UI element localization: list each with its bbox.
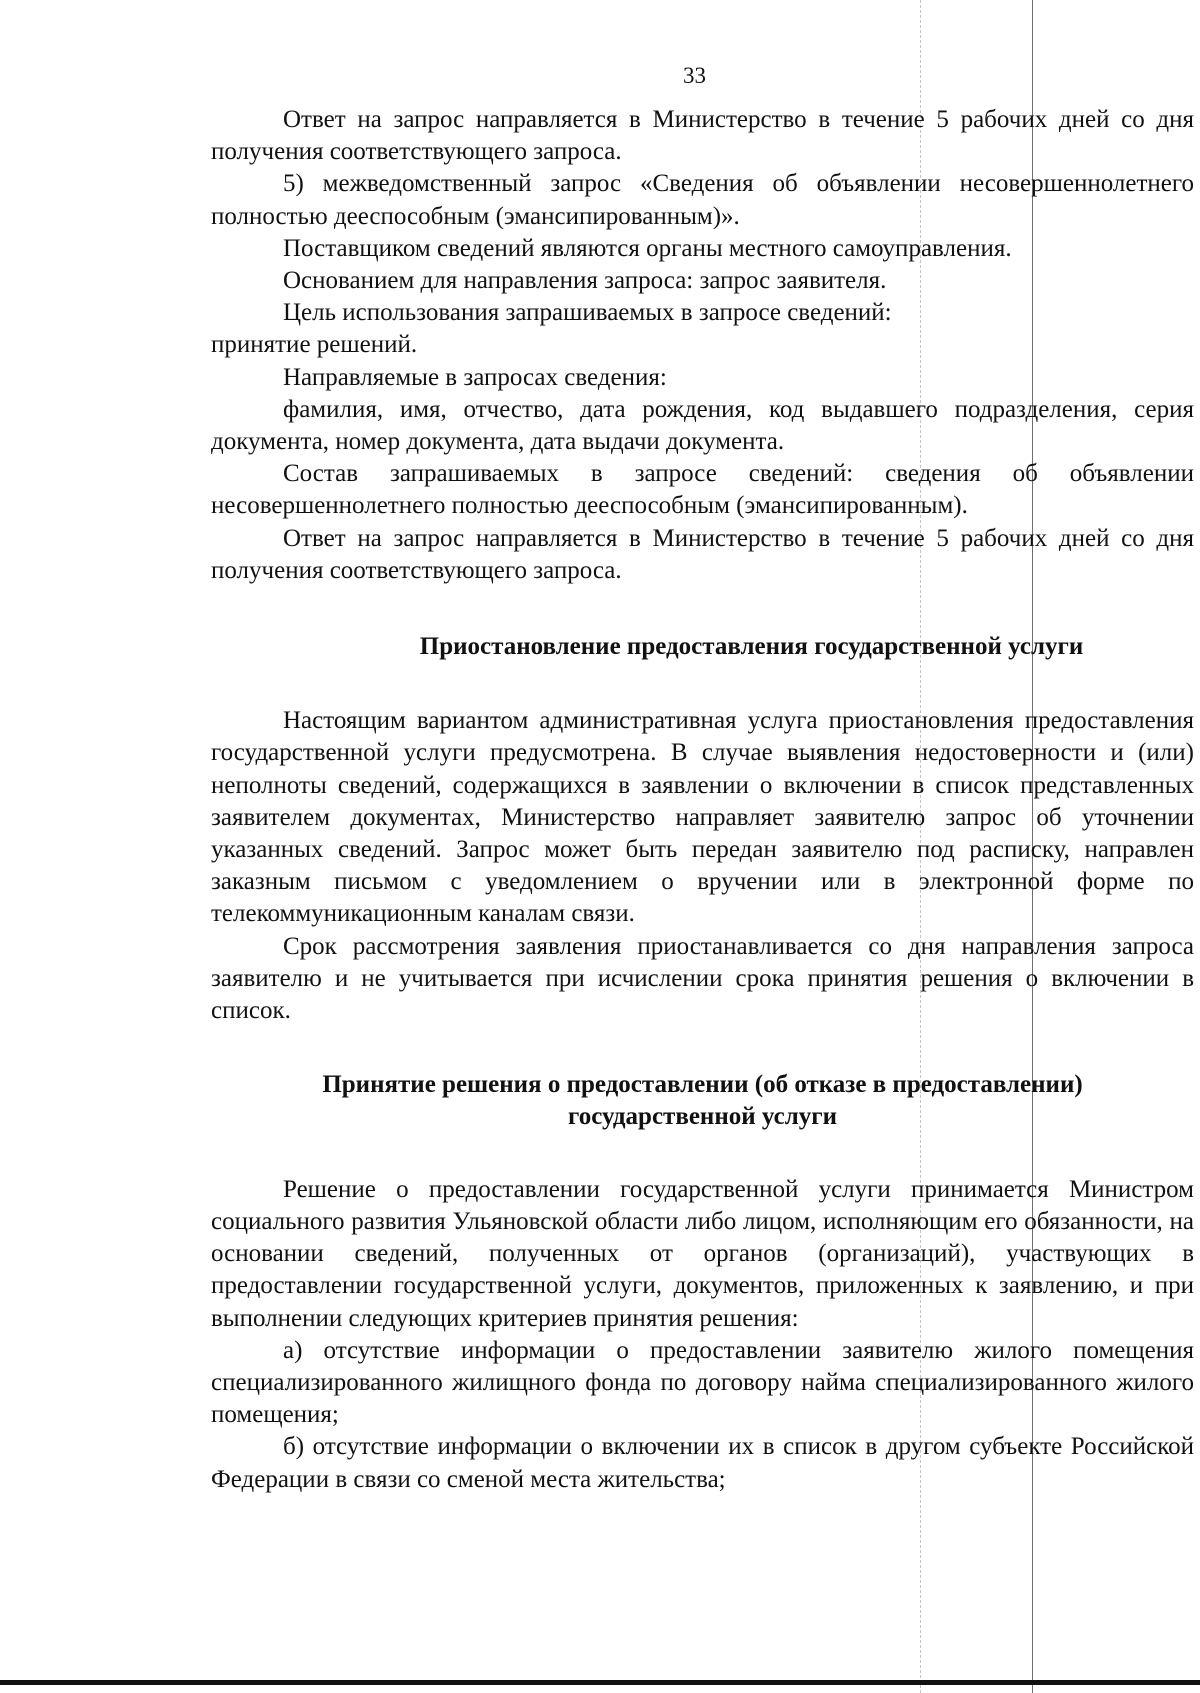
paragraph: Поставщиком сведений являются органы местного самоуправления. xyxy=(283,234,1012,262)
section-heading-suspension: Приостановление предоставления государственной услуги xyxy=(419,633,1084,661)
heading-line: государственной услуги xyxy=(567,1103,838,1131)
paragraph: Состав запрашиваемых в запросе сведений: сведения об объявлении несовершеннолетнего полностью дееспособным (эмансипированным). xyxy=(211,460,1194,520)
paragraph: 5) межведомственный запрос «Сведения об объявлении несовершеннолетнего полностью дееспособным (эмансипированным)». xyxy=(211,170,1194,230)
section-heading-decision xyxy=(211,1069,1194,1133)
paragraph: Основанием для направления запроса: запрос заявителя. xyxy=(283,267,887,295)
list-item: б) отсутствие информации о включении их в список в другом субъекте Российской Федерации в связи со сменой места жительства; xyxy=(211,1433,1194,1493)
paragraph: Настоящим вариантом административная услуга приостановления предоставления государственной услуги предусмотрена. В случае выявления недостоверности и (или) неполноты сведений, содержащихся в заявлении о включении в список представленных заявителем документах, Министерство направляет заявителю запрос об уточнении указанных сведений. Запрос может быть передан заявителю под расписку, направлен заказным письмом с уведомлением о вручении или в электронной форме по телекоммуникационным каналам связи. xyxy=(211,707,1194,928)
paragraph: принятие решений. xyxy=(211,331,418,359)
list-item: а) отсутствие информации о предоставлении заявителю жилого помещения специализированного жилищного фонда по договору найма специализированного жилого помещения; xyxy=(211,1336,1194,1429)
paragraph: фамилия, имя, отчество, дата рождения, код выдавшего подразделения, серия документа, номер документа, дата выдачи документа. xyxy=(211,395,1194,456)
paragraph: Решение о предоставлении государственной услуги принимается Министром социального развития Ульяновской области либо лицом, исполняющим его обязанности, на основании сведений, полученных от органов (организаций), участвующих в предоставлении государственной услуги, документов, приложенных к заявлению, и при выполнении следующих критериев принятия решения: xyxy=(211,1175,1194,1332)
paragraph: Направляемые в запросах сведения: xyxy=(283,363,667,391)
paragraph: Ответ на запрос направляется в Министерство в течение 5 рабочих дней со дня получения соответствующего запроса. xyxy=(211,106,1194,166)
paragraph: Срок рассмотрения заявления приостанавливается со дня направления запроса заявителю и не учитывается при исчислении срока принятия решения о включении в список. xyxy=(211,932,1194,1025)
paragraph: Цель использования запрашиваемых в запросе сведений: xyxy=(283,299,892,327)
document-body xyxy=(211,104,1194,1496)
heading-line: Принятие решения о предоставлении (об отказе в предоставлении) xyxy=(322,1071,1083,1099)
bottom-border-line xyxy=(0,1680,1200,1685)
page-number: 33 xyxy=(683,63,706,88)
paragraph: Ответ на запрос направляется в Министерство в течение 5 рабочих дней со дня получения соответствующего запроса. xyxy=(211,524,1194,584)
